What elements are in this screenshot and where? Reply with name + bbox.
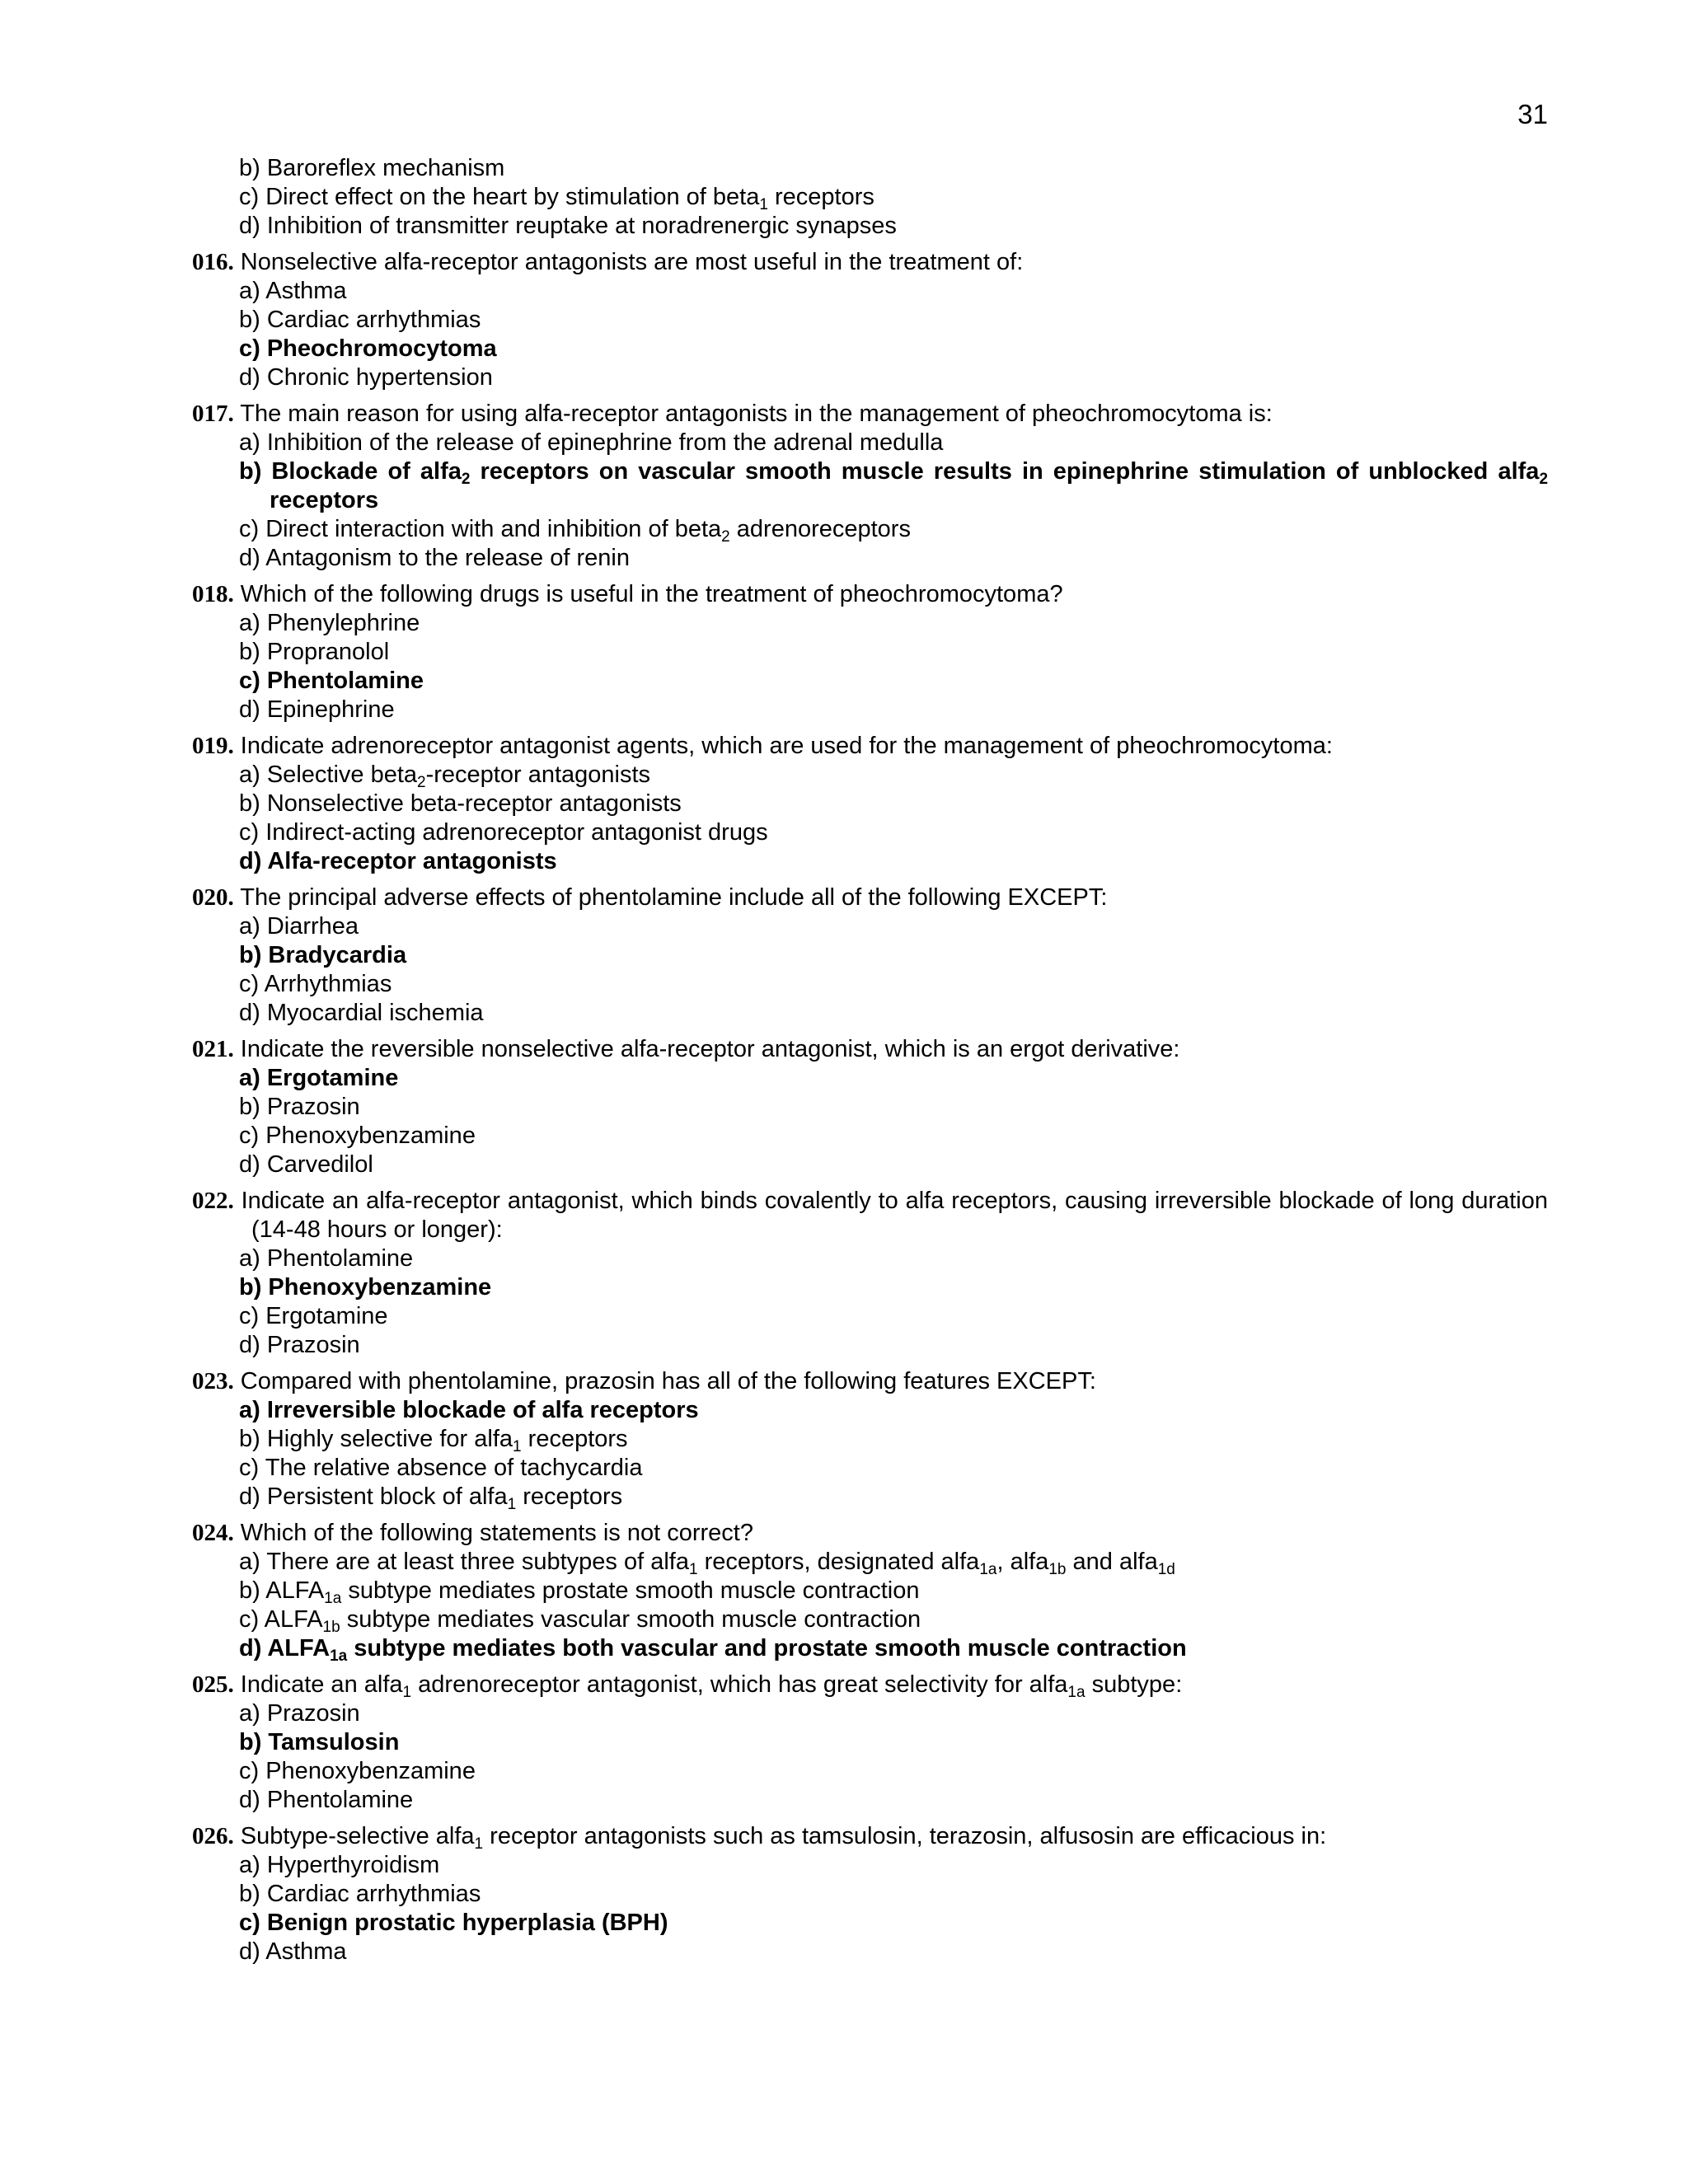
text-run: a) Phenylephrine: [239, 610, 420, 636]
text-run: c) Benign prostatic hyperplasia (BPH): [239, 1910, 668, 1936]
text-run: receptor antagonists such as tamsulosin, terazosin, alfusosin are efficacious in:: [483, 1823, 1327, 1849]
text-run: and alfa: [1066, 1549, 1158, 1575]
answer-option-correct: [192, 1273, 1548, 1302]
answer-option: [192, 1548, 1548, 1577]
text-run: d) Alfa-receptor antagonists: [239, 848, 557, 874]
text-run: -receptor antagonists: [425, 762, 651, 788]
text-run: d) Persistent block of alfa: [239, 1483, 508, 1510]
answer-option: [192, 912, 1548, 941]
answer-option: [192, 761, 1548, 790]
subscript: 1a: [324, 1590, 342, 1607]
text-run: c) Pheochromocytoma: [239, 335, 497, 362]
text-run: The main reason for using alfa-receptor antagonists in the management of pheochromocytoma is:: [233, 401, 1273, 427]
text-run: a) Ergotamine: [239, 1065, 399, 1091]
subscript: 1a: [979, 1561, 997, 1578]
subscript: 1a: [330, 1647, 348, 1665]
question-text: [192, 400, 1548, 429]
question-text: [192, 883, 1548, 912]
text-run: adrenoreceptors: [729, 516, 911, 542]
answer-option: [192, 1331, 1548, 1360]
text-run: Which of the following drugs is useful in the treatment of pheochromocytoma?: [233, 581, 1063, 607]
question-number: 018.: [192, 581, 234, 607]
text-run: d) Carvedilol: [239, 1151, 373, 1178]
text-run: b) Cardiac arrhythmias: [239, 307, 481, 333]
answer-option: [192, 638, 1548, 667]
answer-option-correct: [192, 847, 1548, 876]
answer-option: [192, 1851, 1548, 1880]
answer-option: [192, 1938, 1548, 1966]
answer-option-correct: [192, 1728, 1548, 1757]
answer-option: [192, 999, 1548, 1028]
question-text: [192, 732, 1548, 761]
text-run: receptors on vascular smooth muscle results in epinephrine stimulation of unblocked alfa: [470, 458, 1540, 485]
subscript: 2: [1539, 471, 1549, 488]
answer-option: [192, 306, 1548, 335]
answer-option: [192, 1093, 1548, 1122]
text-run: receptors, designated alfa: [697, 1549, 980, 1575]
subscript: 1d: [1157, 1561, 1175, 1578]
answer-option: [192, 1454, 1548, 1483]
question-text: [192, 1671, 1548, 1699]
text-run: b) Bradycardia: [239, 942, 407, 968]
question-text: [192, 1519, 1548, 1548]
text-run: d) Phentolamine: [239, 1787, 414, 1813]
question-item: [192, 1367, 1548, 1511]
text-run: c) Direct interaction with and inhibition of beta: [239, 516, 722, 542]
text-run: c) Phenoxybenzamine: [239, 1758, 476, 1784]
text-run: Indicate an alfa-receptor antagonist, which binds covalently to alfa receptors, causing irreversible blockade of long duration (14-48 hours or longer):: [233, 1188, 1548, 1243]
subscript: 1b: [322, 1619, 340, 1636]
answer-option-correct: [192, 941, 1548, 970]
text-run: receptors: [767, 184, 874, 210]
text-run: b) ALFA: [239, 1577, 325, 1604]
text-run: subtype mediates both vascular and prostate smooth muscle contraction: [347, 1635, 1187, 1661]
answer-option: [192, 970, 1548, 999]
answer-option: [192, 1577, 1548, 1605]
question-text: [192, 1187, 1548, 1244]
question-number: 024.: [192, 1520, 234, 1546]
text-run: d) Chronic hypertension: [239, 364, 493, 391]
text-run: Which of the following statements is not correct?: [233, 1520, 753, 1546]
question-text: [192, 1035, 1548, 1064]
answer-option: [192, 790, 1548, 818]
text-run: d) Prazosin: [239, 1332, 360, 1358]
answer-option: [192, 1786, 1548, 1815]
page-number: 31: [1517, 99, 1548, 129]
answer-option: [192, 696, 1548, 724]
answer-option: [192, 277, 1548, 306]
text-run: Compared with phentolamine, prazosin has all of the following features EXCEPT:: [233, 1368, 1096, 1394]
answer-option-correct: [192, 1634, 1548, 1663]
text-run: subtype:: [1085, 1671, 1183, 1698]
text-run: b) Tamsulosin: [239, 1729, 400, 1755]
question-number: 019.: [192, 733, 234, 759]
question-item: [192, 1187, 1548, 1360]
subscript: 1: [402, 1684, 412, 1701]
text-run: a) Phentolamine: [239, 1245, 414, 1272]
question-item: [192, 248, 1548, 392]
answer-option: [192, 183, 1548, 212]
text-run: Indicate the reversible nonselective alfa-receptor antagonist, which is an ergot derivative:: [233, 1036, 1180, 1062]
question-item: [192, 883, 1548, 1028]
subscript: 1: [474, 1835, 484, 1853]
text-run: b) Highly selective for alfa: [239, 1426, 513, 1452]
text-run: b) Nonselective beta-receptor antagonists: [239, 790, 682, 817]
answer-option: [192, 1880, 1548, 1909]
question-item: [192, 732, 1548, 876]
text-run: d) Asthma: [239, 1938, 347, 1965]
text-run: b) Baroreflex mechanism: [239, 155, 505, 181]
question-number: 020.: [192, 884, 234, 911]
text-run: a) Selective beta: [239, 762, 418, 788]
answer-option: [192, 1122, 1548, 1151]
answer-option-correct: [192, 667, 1548, 696]
text-run: c) Ergotamine: [239, 1303, 388, 1329]
answer-option: [192, 1302, 1548, 1331]
answer-option-correct: [192, 457, 1548, 515]
text-run: d) Epinephrine: [239, 696, 395, 723]
subscript: 1a: [1067, 1684, 1085, 1701]
question-text: [192, 1822, 1548, 1851]
text-run: d) ALFA: [239, 1635, 331, 1661]
subscript: 1: [507, 1496, 517, 1513]
question-number: 023.: [192, 1368, 234, 1394]
answer-option: [192, 818, 1548, 847]
question-item: [192, 580, 1548, 724]
subscript: 2: [417, 774, 426, 791]
text-run: c) Direct effect on the heart by stimulation of beta: [239, 184, 760, 210]
answer-option-correct: [192, 1909, 1548, 1938]
question-text: [192, 1367, 1548, 1396]
question-item: [192, 1822, 1548, 1966]
subscript: 1: [688, 1561, 698, 1578]
answer-option: [192, 429, 1548, 457]
text-run: a) Inhibition of the release of epinephrine from the adrenal medulla: [239, 429, 944, 456]
text-run: subtype mediates prostate smooth muscle contraction: [341, 1577, 920, 1604]
text-run: Nonselective alfa-receptor antagonists are most useful in the treatment of:: [233, 249, 1024, 275]
text-run: a) Irreversible blockade of alfa receptors: [239, 1397, 699, 1423]
answer-option: [192, 1605, 1548, 1634]
question-number: 025.: [192, 1671, 234, 1698]
question-number: 026.: [192, 1823, 234, 1849]
question-item: [192, 400, 1548, 573]
text-run: receptors: [516, 1483, 623, 1510]
text-run: a) Diarrhea: [239, 913, 359, 940]
answer-option: [192, 154, 1548, 183]
text-run: c) Phenoxybenzamine: [239, 1122, 476, 1149]
text-run: a) Hyperthyroidism: [239, 1852, 440, 1878]
text-run: Indicate adrenoreceptor antagonist agents, which are used for the management of pheochromocytoma:: [233, 733, 1333, 759]
text-run: The principal adverse effects of phentolamine include all of the following EXCEPT:: [233, 884, 1108, 911]
answer-option-correct: [192, 335, 1548, 363]
text-run: adrenoreceptor antagonist, which has great selectivity for alfa: [411, 1671, 1068, 1698]
text-run: c) The relative absence of tachycardia: [239, 1455, 643, 1481]
answer-option: [192, 1151, 1548, 1179]
question-item: [192, 1519, 1548, 1663]
text-run: a) Prazosin: [239, 1700, 360, 1727]
question-number: 022.: [192, 1188, 234, 1214]
text-run: b) Cardiac arrhythmias: [239, 1881, 481, 1907]
text-run: b) Phenoxybenzamine: [239, 1274, 492, 1301]
questions: [192, 248, 1548, 1966]
text-run: a) Asthma: [239, 278, 347, 304]
text-run: c) ALFA: [239, 1606, 323, 1633]
text-run: , alfa: [996, 1549, 1049, 1575]
text-run: receptors: [270, 487, 379, 513]
question-item: [192, 1035, 1548, 1179]
text-run: b) Blockade of alfa: [239, 458, 462, 485]
question-number: 021.: [192, 1036, 234, 1062]
question-item: [192, 1671, 1548, 1815]
text-run: Indicate an alfa: [233, 1671, 403, 1698]
answer-option: [192, 212, 1548, 241]
text-run: c) Indirect-acting adrenoreceptor antagonist drugs: [239, 819, 768, 846]
answer-option: [192, 1757, 1548, 1786]
question-number: 017.: [192, 401, 234, 427]
answer-option: [192, 609, 1548, 638]
answer-option: [192, 544, 1548, 573]
subscript: 1b: [1048, 1561, 1067, 1578]
question-text: [192, 580, 1548, 609]
answer-option-correct: [192, 1396, 1548, 1425]
text-run: a) There are at least three subtypes of alfa: [239, 1549, 689, 1575]
question-list: [192, 154, 1548, 1966]
text-run: receptors: [521, 1426, 628, 1452]
carryover-options: [192, 154, 1548, 241]
text-run: b) Prazosin: [239, 1094, 360, 1120]
answer-option-correct: [192, 1064, 1548, 1093]
answer-option: [192, 1244, 1548, 1273]
text-run: b) Propranolol: [239, 639, 390, 665]
answer-option: [192, 1699, 1548, 1728]
text-run: Subtype-selective alfa: [233, 1823, 475, 1849]
text-run: d) Antagonism to the release of renin: [239, 545, 630, 571]
subscript: 1: [759, 196, 768, 213]
subscript: 2: [721, 528, 730, 546]
answer-option: [192, 515, 1548, 544]
answer-option: [192, 1483, 1548, 1511]
text-run: d) Myocardial ischemia: [239, 1000, 484, 1026]
text-run: c) Phentolamine: [239, 668, 424, 694]
text-run: c) Arrhythmias: [239, 971, 392, 997]
answer-option: [192, 1425, 1548, 1454]
question-text: [192, 248, 1548, 277]
subscript: 2: [461, 471, 471, 488]
subscript: 1: [513, 1438, 522, 1455]
answer-option: [192, 363, 1548, 392]
text-run: subtype mediates vascular smooth muscle contraction: [340, 1606, 921, 1633]
question-number: 016.: [192, 249, 234, 275]
text-run: d) Inhibition of transmitter reuptake at noradrenergic synapses: [239, 213, 897, 239]
